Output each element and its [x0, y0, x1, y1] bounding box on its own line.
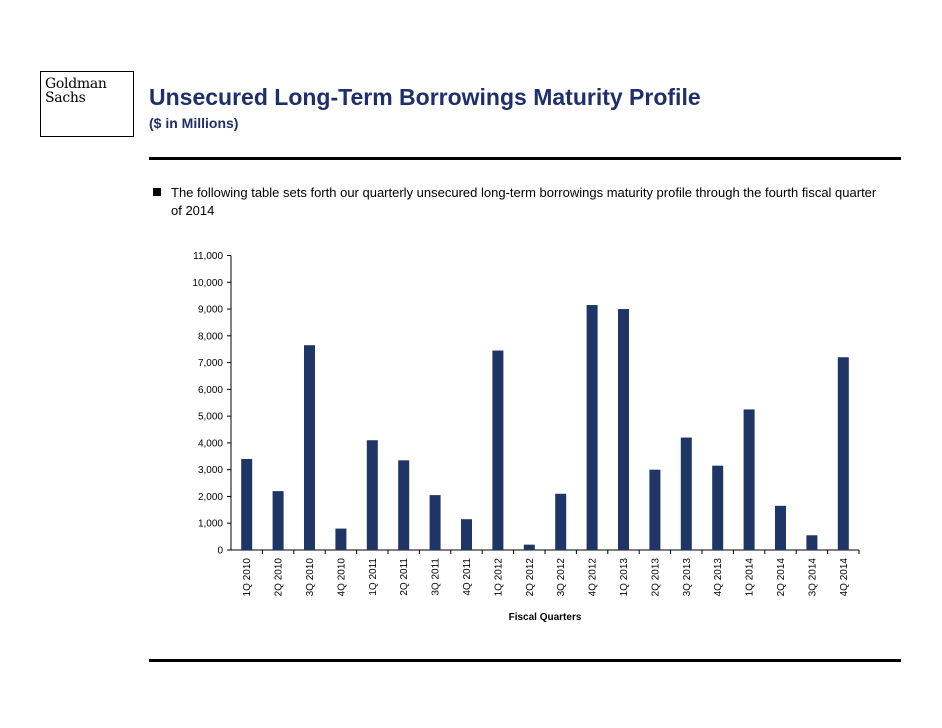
bar-4q-2010 — [335, 529, 346, 550]
y-tick-label: 10,000 — [192, 277, 223, 289]
x-tick-label: 2Q 2012 — [524, 558, 536, 597]
y-tick-label: 11,000 — [193, 251, 223, 262]
y-tick-label: 3,000 — [197, 465, 223, 477]
bar-1q-2012 — [492, 351, 503, 550]
x-tick-label: 1Q 2012 — [493, 558, 505, 597]
x-axis-title: Fiscal Quarters — [508, 612, 582, 623]
logo-line-1: Goldman — [45, 76, 107, 92]
y-tick-label: 9,000 — [197, 304, 223, 316]
x-tick-label: 2Q 2014 — [776, 558, 787, 597]
y-tick-label: 7,000 — [197, 358, 223, 370]
y-tick-label: 0 — [217, 545, 223, 557]
bar-1q-2011 — [367, 440, 378, 550]
x-tick-label: 2Q 2011 — [399, 558, 411, 596]
x-tick-label: 4Q 2014 — [838, 558, 850, 597]
x-tick-label: 4Q 2013 — [713, 558, 725, 597]
bar-4q-2014 — [838, 357, 849, 550]
x-tick-label: 4Q 2010 — [336, 558, 348, 597]
x-tick-label: 3Q 2010 — [305, 558, 316, 597]
bar-3q-2013 — [681, 438, 692, 550]
logo-line-2: Sachs — [45, 90, 86, 106]
bullet-text: The following table sets forth our quarterly unsecured long-term borrowings maturity profile through the fourth fiscal quarter of 2014 — [171, 185, 877, 218]
bar-2q-2014 — [775, 506, 786, 550]
bar-4q-2011 — [461, 519, 472, 550]
x-tick-label: 3Q 2011 — [430, 558, 442, 596]
bar-4q-2013 — [712, 466, 723, 550]
x-tick-label: 4Q 2011 — [462, 558, 473, 596]
bar-4q-2012 — [587, 305, 598, 550]
x-tick-label: 2Q 2013 — [650, 558, 662, 597]
x-tick-label: 3Q 2013 — [681, 558, 693, 597]
x-tick-label: 1Q 2014 — [744, 558, 756, 597]
y-tick-label: 2,000 — [197, 491, 223, 503]
bar-1q-2014 — [744, 409, 755, 550]
bar-2q-2011 — [398, 460, 409, 550]
y-tick-label: 5,000 — [197, 411, 223, 423]
y-tick-label: 4,000 — [197, 438, 223, 450]
x-tick-label: 1Q 2010 — [242, 558, 254, 597]
y-tick-label: 6,000 — [197, 384, 223, 396]
x-tick-label: 4Q 2012 — [587, 558, 599, 597]
page-title: Unsecured Long-Term Borrowings Maturity Profile — [149, 84, 701, 110]
bar-2q-2013 — [649, 470, 660, 550]
x-tick-label: 3Q 2012 — [556, 558, 568, 597]
bar-3q-2010 — [304, 345, 315, 550]
x-tick-label: 1Q 2013 — [619, 558, 630, 597]
y-tick-label: 8,000 — [197, 331, 223, 343]
bar-3q-2011 — [430, 495, 441, 550]
x-tick-label: 3Q 2014 — [807, 558, 819, 597]
y-tick-label: 1,000 — [197, 518, 223, 530]
footer-divider — [149, 659, 901, 662]
page-subtitle: ($ in Millions) — [149, 115, 239, 131]
bar-3q-2012 — [555, 494, 566, 550]
bar-1q-2013 — [618, 309, 629, 550]
bar-1q-2010 — [241, 459, 252, 550]
x-tick-label: 1Q 2011 — [367, 558, 379, 596]
bar-2q-2010 — [273, 491, 284, 550]
bar-3q-2014 — [806, 535, 817, 550]
x-tick-label: 2Q 2010 — [273, 558, 285, 597]
bar-2q-2012 — [524, 545, 535, 550]
